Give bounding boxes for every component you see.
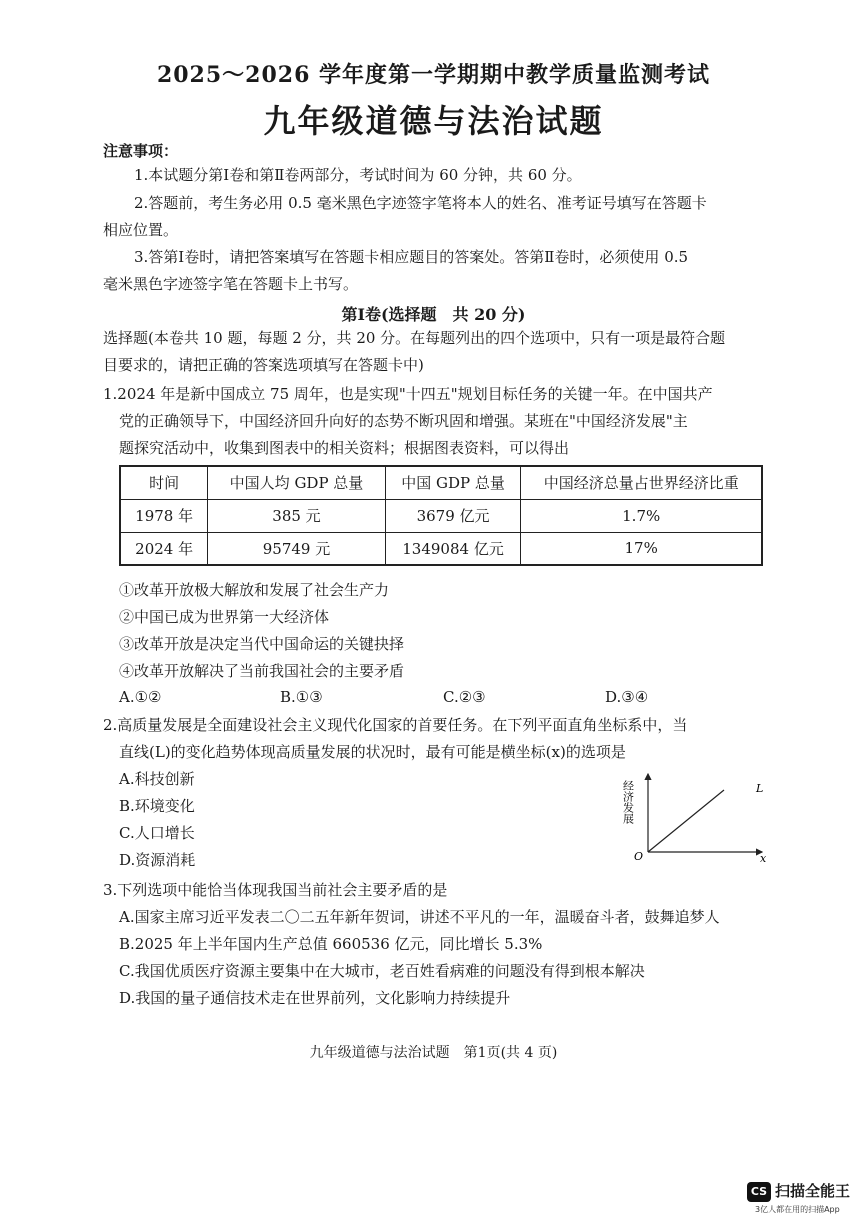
q2-option-c: C.人口增长 — [119, 824, 195, 842]
brand-name: 扫描全能王 — [775, 1182, 851, 1200]
section-instruction: 选择题(本卷共 10 题，每题 2 分，共 20 分。在每题列出的四个选项中，只有一项是最符合题 — [103, 329, 726, 347]
table-cell: 3679 亿元 — [385, 499, 521, 532]
line-label: L — [756, 782, 764, 795]
origin-label: O — [634, 850, 644, 863]
table-row — [120, 499, 762, 532]
y-axis-label: 经济发展 — [622, 780, 635, 824]
q3-option-a: A.国家主席习近平发表二〇二五年新年贺词，讲述不平凡的一年，温暖奋斗者，鼓舞追梦人 — [119, 908, 720, 926]
table-cell: 385 元 — [208, 499, 385, 532]
exam-subject-title: 九年级道德与法治试题 — [263, 102, 604, 140]
section-title: 第Ⅰ卷(选择题 共 20 分) — [341, 305, 526, 324]
x-axis-label: x — [760, 852, 767, 864]
section-instruction-cont: 目要求的，请把正确的答案选项填写在答题卡中) — [103, 356, 424, 374]
q1-statement-1: ①改革开放极大解放和发展了社会生产力 — [119, 581, 390, 599]
q1-option-d: D.③④ — [605, 688, 649, 706]
q1-statement-4: ④改革开放解决了当前我国社会的主要矛盾 — [119, 662, 405, 680]
notes-heading: 注意事项： — [103, 142, 179, 160]
table-row — [120, 532, 762, 565]
note-1: 1.本试题分第Ⅰ卷和第Ⅱ卷两部分，考试时间为 60 分钟，共 60 分。 — [134, 166, 582, 184]
q3-stem: 3.下列选项中能恰当体现我国当前社会主要矛盾的是 — [103, 881, 448, 899]
exam-title: 2025～2026 学年度第一学期期中教学质量监测考试 — [156, 62, 711, 88]
gdp-table — [119, 465, 763, 566]
q3-option-b: B.2025 年上半年国内生产总值 660536 亿元，同比增长 5.3% — [119, 935, 543, 953]
page-footer: 九年级道德与法治试题 第1页(共 4 页) — [309, 1045, 558, 1061]
table-header-cell: 中国人均 GDP 总量 — [208, 466, 385, 499]
table-cell: 1978 年 — [120, 499, 208, 532]
q1-option-a: A.①② — [119, 688, 162, 706]
table-cell: 1.7% — [521, 499, 762, 532]
q1-stem-cont: 党的正确领导下，中国经济回升向好的态势不断巩固和增强。某班在"中国经济发展"主 — [119, 412, 688, 430]
q1-option-c: C.②③ — [443, 688, 486, 706]
table-cell: 95749 元 — [208, 532, 385, 565]
table-cell: 1349084 亿元 — [385, 532, 521, 565]
note-3: 3.答第Ⅰ卷时，请把答案填写在答题卡相应题目的答案处。答第Ⅱ卷时，必须使用 0.5 — [134, 248, 689, 266]
q1-option-b: B.①③ — [280, 688, 323, 706]
table-cell: 2024 年 — [120, 532, 208, 565]
q1-statement-2: ②中国已成为世界第一大经济体 — [119, 608, 330, 626]
note-2-cont: 相应位置。 — [103, 221, 179, 239]
q2-stem-cont: 直线(L)的变化趋势体现高质量发展的状况时，最有可能是横坐标(x)的选项是 — [119, 743, 626, 761]
q2-stem: 2.高质量发展是全面建设社会主义现代化国家的首要任务。在下列平面直角坐标系中，当 — [103, 716, 688, 734]
q2-option-a: A.科技创新 — [119, 770, 195, 788]
q2-option-d: D.资源消耗 — [119, 851, 196, 869]
table-cell: 17% — [521, 532, 762, 565]
q3-option-d: D.我国的量子通信技术走在世界前列，文化影响力持续提升 — [119, 989, 511, 1007]
table-header-cell: 中国 GDP 总量 — [385, 466, 521, 499]
q3-option-c: C.我国优质医疗资源主要集中在大城市，老百姓看病难的问题没有得到根本解决 — [119, 962, 645, 980]
q1-statement-3: ③改革开放是决定当代中国命运的关键抉择 — [119, 635, 405, 653]
note-3-cont: 毫米黑色字迹签字笔在答题卡上书写。 — [103, 275, 359, 293]
table-header-cell: 中国经济总量占世界经济比重 — [521, 466, 762, 499]
q1-stem-cont2: 题探究活动中，收集到图表中的相关资料；根据图表资料，可以得出 — [119, 439, 570, 457]
coordinate-graph — [622, 768, 770, 864]
table-header-row — [120, 466, 762, 499]
brand-tagline: 3亿人都在用的扫描App — [755, 1205, 840, 1214]
camscanner-logo-icon: CS — [747, 1182, 771, 1202]
q2-option-b: B.环境变化 — [119, 797, 195, 815]
table-header-cell: 时间 — [120, 466, 208, 499]
trend-line — [648, 790, 724, 852]
q1-stem: 1.2024 年是新中国成立 75 周年，也是实现"十四五"规划目标任务的关键一年。在中国共产 — [103, 385, 713, 403]
scanner-watermark — [747, 1180, 859, 1216]
note-2: 2.答题前，考生务必用 0.5 毫米黑色字迹签字笔将本人的姓名、准考证号填写在答题卡 — [134, 194, 707, 212]
